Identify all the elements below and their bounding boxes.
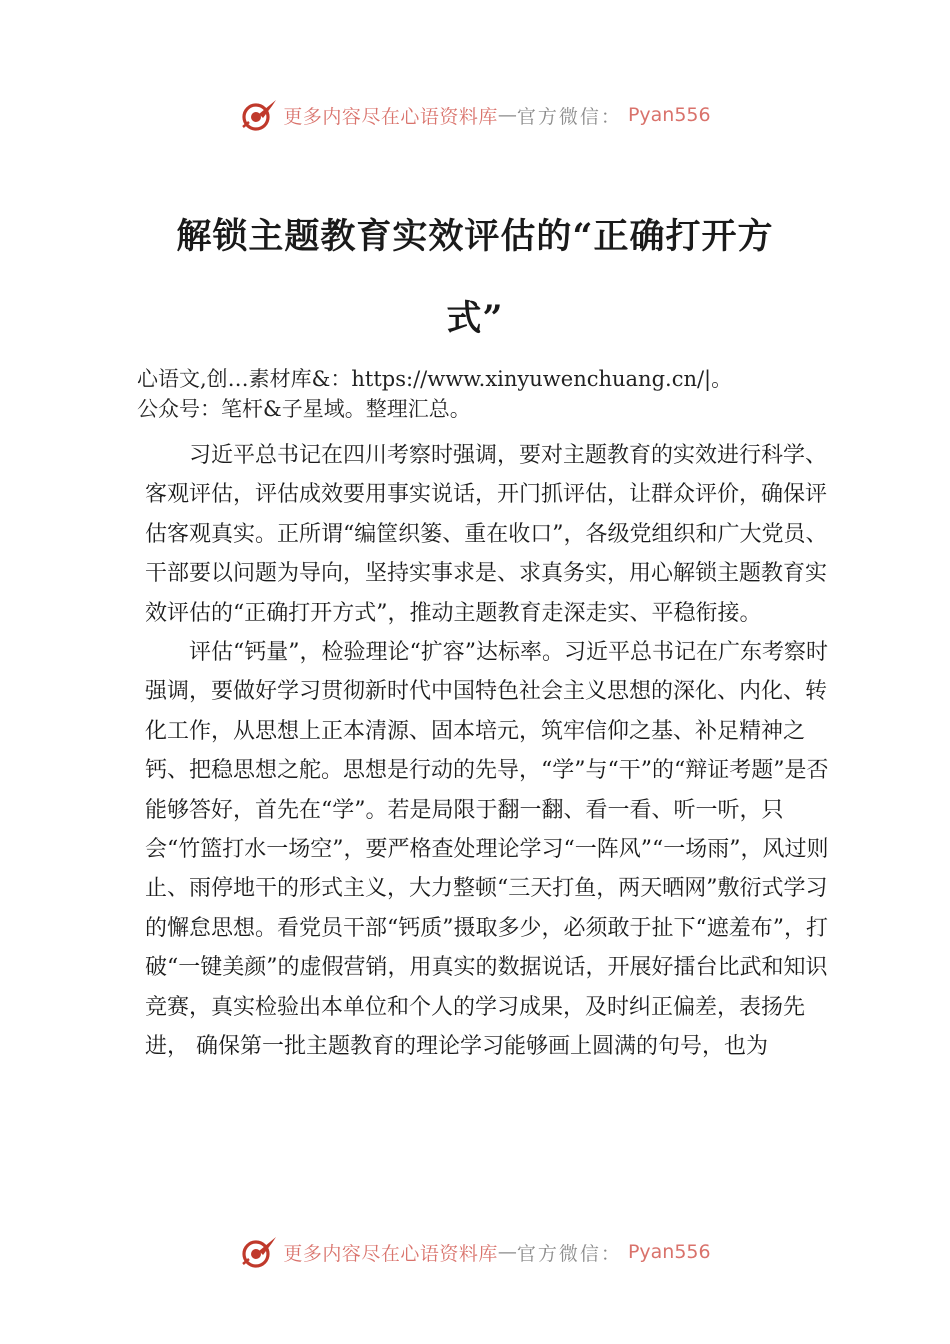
banner-wechat-label: 官方微信： [516,105,622,128]
source-note [137,364,827,424]
paragraph-calcium: 评估“钙量”，检验理论“扩容”达标率。习近平总书记在广东考察时强调，要做好学习贯彻新时代中国特色社会主义思想的深化、内化、转化工作，从思想上正本清源、固本培元，筑牢信仰之基、补足精神之钙、把稳思想之舵。思想是行动的先导，“学”与“干”的“辩证考题”是否能够答好，首先在“学”。若是局限于翻一翻、看一看、听一听，只会“竹篮打水一场空”，要严格查处理论学习“一阵风”“一场雨”，风过则止、雨停地干的形式主义，大力整顿“三天打鱼，两天晒网”敷衍式学习的懈怠思想。看党员干部“钙质”摄取多少，必须敢于扯下“遮羞布”，打破“一键美颜”的虚假营销，用真实的数据说话，开展好擂台比武和知识竞赛，真实检验出本单位和个人的学习成果，及时纠正偏差，表扬先进， 确保第一批主题教育的理论学习能够画上圆满的句号，也为 [145,640,829,1060]
banner-wechat-id: Pyan556 [627,1241,711,1263]
logo-icon [239,1234,279,1270]
logo-icon [239,97,279,133]
paragraph-intro: 习近平总书记在四川考察时强调，要对主题教育的实效进行科学、客观评估，评估成效要用事实说话，开门抓评估，让群众评价，确保评估客观真实。正所谓“编筐织篓、重在收口”，各级党组织和广大党员、干部要以问题为导向，坚持实事求是、求真务实，用心解锁主题教育实效评估的“正确打开方式”，推动主题教育走深走实、平稳衔接。 [145,443,828,626]
source-line-website: 心语文,创…素材库&：https://www.xinyuwenchuang.cn/|。 [137,367,733,391]
banner-wechat-label: 官方微信： [516,1242,622,1265]
document-title: 解锁主题教育实效评估的“正确打开方式” [176,216,774,339]
banner-text: 更多内容尽在心语资料库 [283,105,498,128]
banner-wechat-id: Pyan556 [627,104,711,126]
banner-text: 更多内容尽在心语资料库 [283,1242,498,1265]
footer-banner [0,1232,950,1272]
source-line-account: 公众号：笔杆&子星域。整理汇总。 [137,397,471,421]
banner-separator: — [497,104,517,126]
article-body [145,436,830,1067]
header-banner [0,95,950,135]
banner-separator: — [497,1241,517,1263]
